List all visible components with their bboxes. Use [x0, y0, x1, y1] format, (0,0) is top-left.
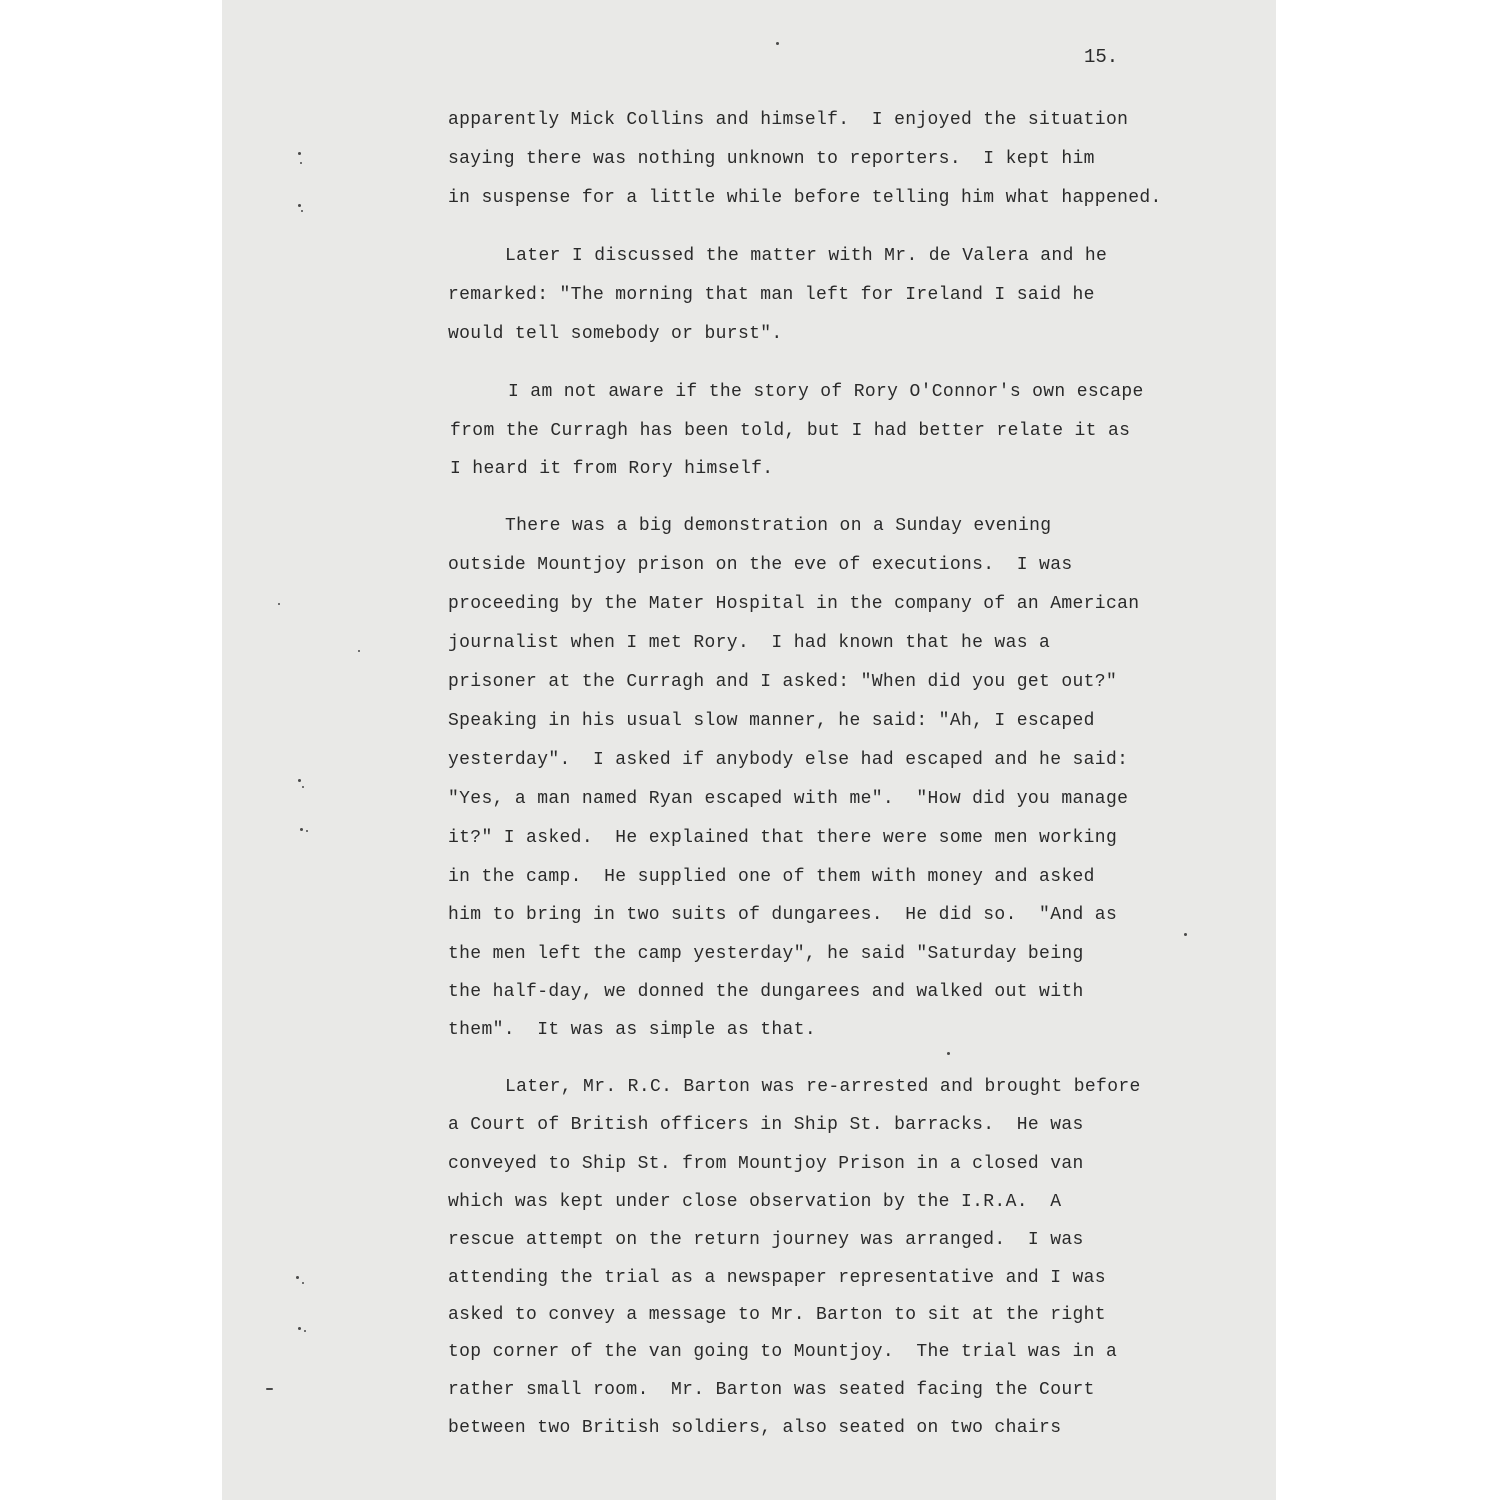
text-line: journalist when I met Rory. I had known that he was a: [448, 633, 1051, 653]
text-line: apparently Mick Collins and himself. I enjoyed the situation: [448, 110, 1129, 130]
text-line: rescue attempt on the return journey was arranged. I was: [448, 1230, 1084, 1250]
page-speck: [1184, 933, 1187, 936]
page-speck: [776, 42, 779, 45]
text-line: asked to convey a message to Mr. Barton to sit at the right: [448, 1305, 1106, 1325]
page-number: 15.: [1084, 46, 1119, 68]
margin-speck: [298, 152, 301, 155]
text-line: saying there was nothing unknown to reporters. I kept him: [448, 149, 1095, 169]
text-line: proceeding by the Mater Hospital in the company of an American: [448, 594, 1140, 614]
margin-speck: [298, 779, 301, 782]
page-speck: [358, 650, 360, 652]
text-line: I am not aware if the story of Rory O'Connor's own escape: [508, 382, 1144, 402]
page-speck: [947, 1052, 950, 1055]
text-line: the men left the camp yesterday", he said "Saturday being: [448, 944, 1084, 964]
text-line: in the camp. He supplied one of them with money and asked: [448, 867, 1095, 887]
page-speck: [278, 603, 280, 605]
text-line: the half-day, we donned the dungarees and walked out with: [448, 982, 1084, 1002]
margin-speck: [302, 1282, 304, 1284]
margin-speck: [300, 162, 302, 164]
document-page: [222, 0, 1276, 1500]
text-line: top corner of the van going to Mountjoy. The trial was in a: [448, 1342, 1118, 1362]
text-line: Later I discussed the matter with Mr. de Valera and he: [505, 246, 1108, 266]
text-line: outside Mountjoy prison on the eve of executions. I was: [448, 555, 1073, 575]
margin-speck: [300, 828, 303, 831]
margin-speck: [296, 1276, 299, 1279]
text-line: remarked: "The morning that man left for Ireland I said he: [448, 285, 1095, 305]
margin-speck: [302, 786, 304, 788]
margin-speck: [298, 204, 301, 207]
text-line: between two British soldiers, also seated on two chairs: [448, 1418, 1062, 1438]
text-line: prisoner at the Curragh and I asked: "When did you get out?": [448, 672, 1118, 692]
text-line: would tell somebody or burst".: [448, 324, 783, 344]
text-line: which was kept under close observation by the I.R.A. A: [448, 1192, 1062, 1212]
text-line: Later, Mr. R.C. Barton was re-arrested and brought before: [505, 1077, 1141, 1097]
text-line: "Yes, a man named Ryan escaped with me". "How did you manage: [448, 789, 1129, 809]
text-line: rather small room. Mr. Barton was seated facing the Court: [448, 1380, 1095, 1400]
text-line: There was a big demonstration on a Sunday evening: [505, 516, 1052, 536]
text-line: conveyed to Ship St. from Mountjoy Prison in a closed van: [448, 1154, 1084, 1174]
text-line: Speaking in his usual slow manner, he said: "Ah, I escaped: [448, 711, 1095, 731]
text-line: them". It was as simple as that.: [448, 1020, 817, 1040]
text-line: yesterday". I asked if anybody else had escaped and he said:: [448, 750, 1129, 770]
margin-speck: [306, 830, 308, 832]
margin-speck: [304, 1330, 306, 1332]
margin-speck: [298, 1327, 301, 1330]
text-line: him to bring in two suits of dungarees. He did so. "And as: [448, 905, 1118, 925]
text-line: attending the trial as a newspaper representative and I was: [448, 1268, 1106, 1288]
text-line: a Court of British officers in Ship St. barracks. He was: [448, 1115, 1084, 1135]
text-line: from the Curragh has been told, but I had better relate it as: [450, 421, 1131, 441]
text-line: it?" I asked. He explained that there were some men working: [448, 828, 1118, 848]
text-line: I heard it from Rory himself.: [450, 459, 774, 479]
margin-speck: [301, 210, 303, 212]
text-line: in suspense for a little while before telling him what happened.: [448, 188, 1162, 208]
margin-speck: [266, 1388, 273, 1390]
